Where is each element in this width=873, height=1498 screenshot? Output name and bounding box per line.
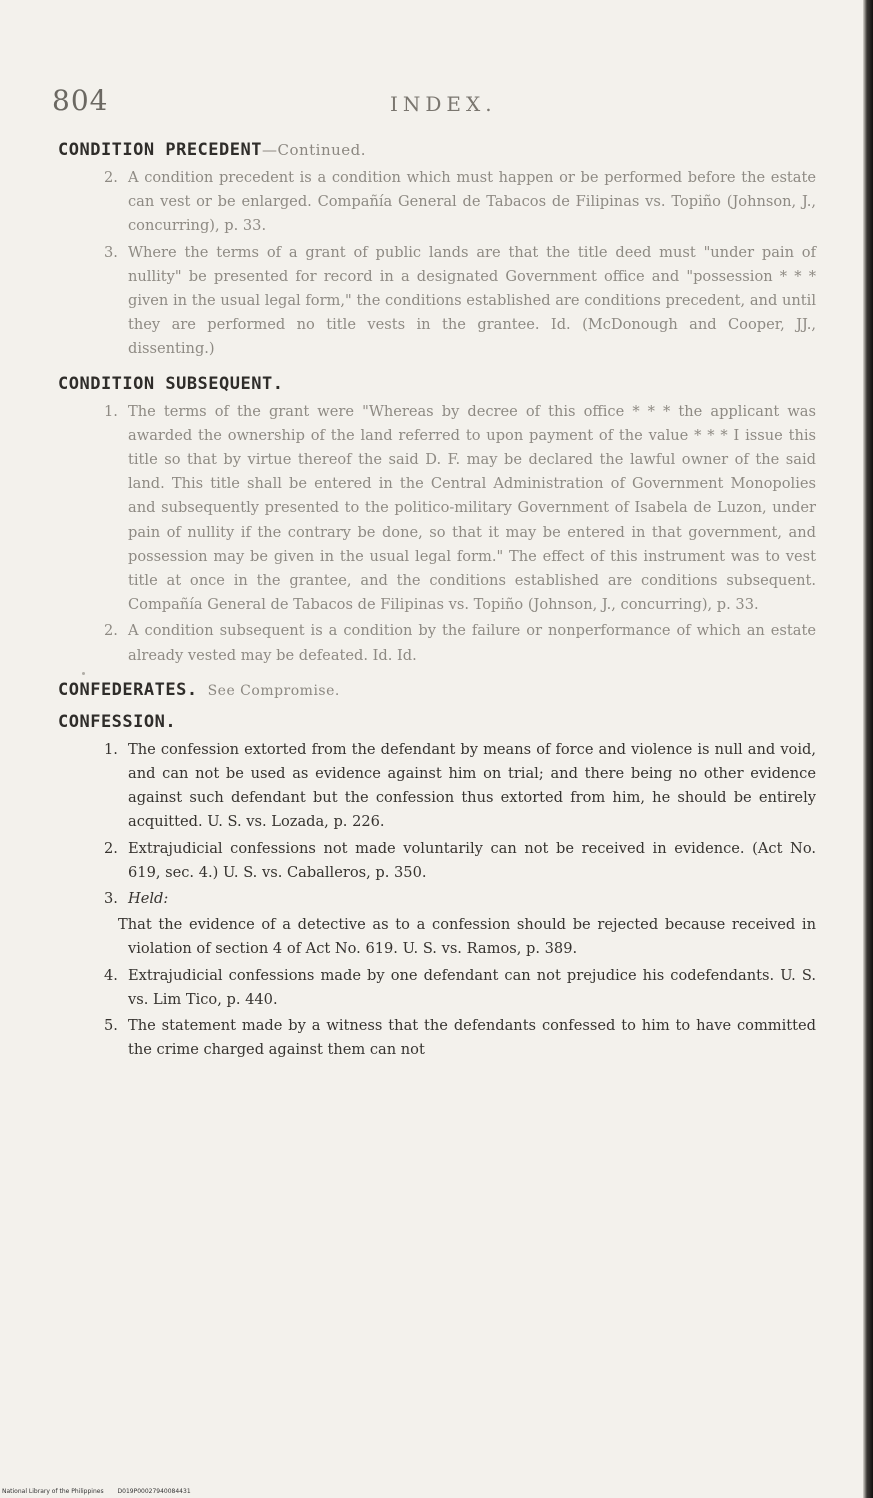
index-subentry: That the evidence of a detective as to a confession should be rejected because received in violation of section 4 of Act No. 619. U. S. vs. Ramos, p. 389.	[118, 916, 816, 958]
index-entry: 3. Where the terms of a grant of public lands are that the title deed must "under pain of nullity" be presented for record in a designated Government office and "possession * * * given in the usual legal form," the conditions established are conditions precedent, and until they are performed no title vests in the grantee. Id. (McDonough and Cooper, JJ., dissenting.)	[104, 243, 816, 358]
index-entry: 3. Held:	[104, 890, 169, 908]
section-confederates	[58, 680, 816, 700]
page-header	[52, 84, 822, 124]
section-heading: CONFEDERATES. See Compromise.	[58, 679, 340, 700]
scan-footer	[2, 1488, 191, 1495]
page-edge-shadow	[863, 0, 873, 1498]
index-content	[58, 140, 816, 1075]
index-entry: 1. The terms of the grant were "Whereas by decree of this office * * * the applicant was awarded the ownership of the land referred to upon payment of the value * * * I issue this title so that by virtue thereof the said D. F. may be declared the lawful owner of the said land. This title shall be entered in the Central Administration of Government Monopolies and subsequently presented to the politico-military Government of Isabela de Luzon, under pain of nullity if the contrary be done, so that it may be entered in that government, and possession may be given in the usual legal form." The effect of this instrument was to vest title at once in the grantee, and the conditions established are conditions subsequent. Compañía General de Tabacos de Filipinas vs. Topiño (Johnson, J., concurring), p. 33.	[104, 402, 816, 614]
print-speck	[82, 672, 85, 675]
page-number: 804	[52, 84, 109, 117]
section-heading: CONFESSION.	[58, 711, 177, 732]
continued-label: —Continued.	[261, 141, 367, 159]
section-heading: CONDITION PRECEDENT—Continued.	[58, 140, 367, 160]
running-head: INDEX.	[390, 92, 497, 116]
index-entry: 2. A condition subsequent is a condition by the failure or nonperformance of which an estate already vested may be defeated. Id. Id.	[104, 622, 816, 664]
index-entry: 1. The confession extorted from the defendant by means of force and violence is null and void, and can not be used as evidence against him on trial; and there being no other evidence against such defendant but the confession thus extorted from him, he should be entirely acquitted. U. S. vs. Lozada, p. 226.	[104, 740, 816, 831]
section-condition-subsequent	[58, 374, 816, 668]
index-entry: 2. Extrajudicial confessions not made voluntarily can not be received in evidence. (Act No. 619, sec. 4.) U. S. vs. Caballeros, p. 350.	[104, 839, 816, 881]
index-entry: 4. Extrajudicial confessions made by one defendant can not prejudice his codefendants. U. S. vs. Lim Tico, p. 440.	[104, 966, 816, 1008]
footer-code: D019P00027940084431	[117, 1488, 191, 1495]
index-entry: 2. A condition precedent is a condition which must happen or be performed before the estate can vest or be enlarged. Compañía General de Tabacos de Filipinas vs. Topiño (Johnson, J., concurring), p. 33.	[104, 169, 816, 235]
section-confession	[58, 712, 816, 1063]
section-condition-precedent	[58, 140, 816, 362]
footer-library: National Library of the Philippines	[2, 1488, 104, 1495]
cross-reference: See Compromise.	[207, 682, 340, 699]
index-entry: 5. The statement made by a witness that the defendants confessed to him to have committed the crime charged against them can not	[104, 1017, 816, 1059]
section-heading: CONDITION SUBSEQUENT.	[58, 373, 284, 394]
